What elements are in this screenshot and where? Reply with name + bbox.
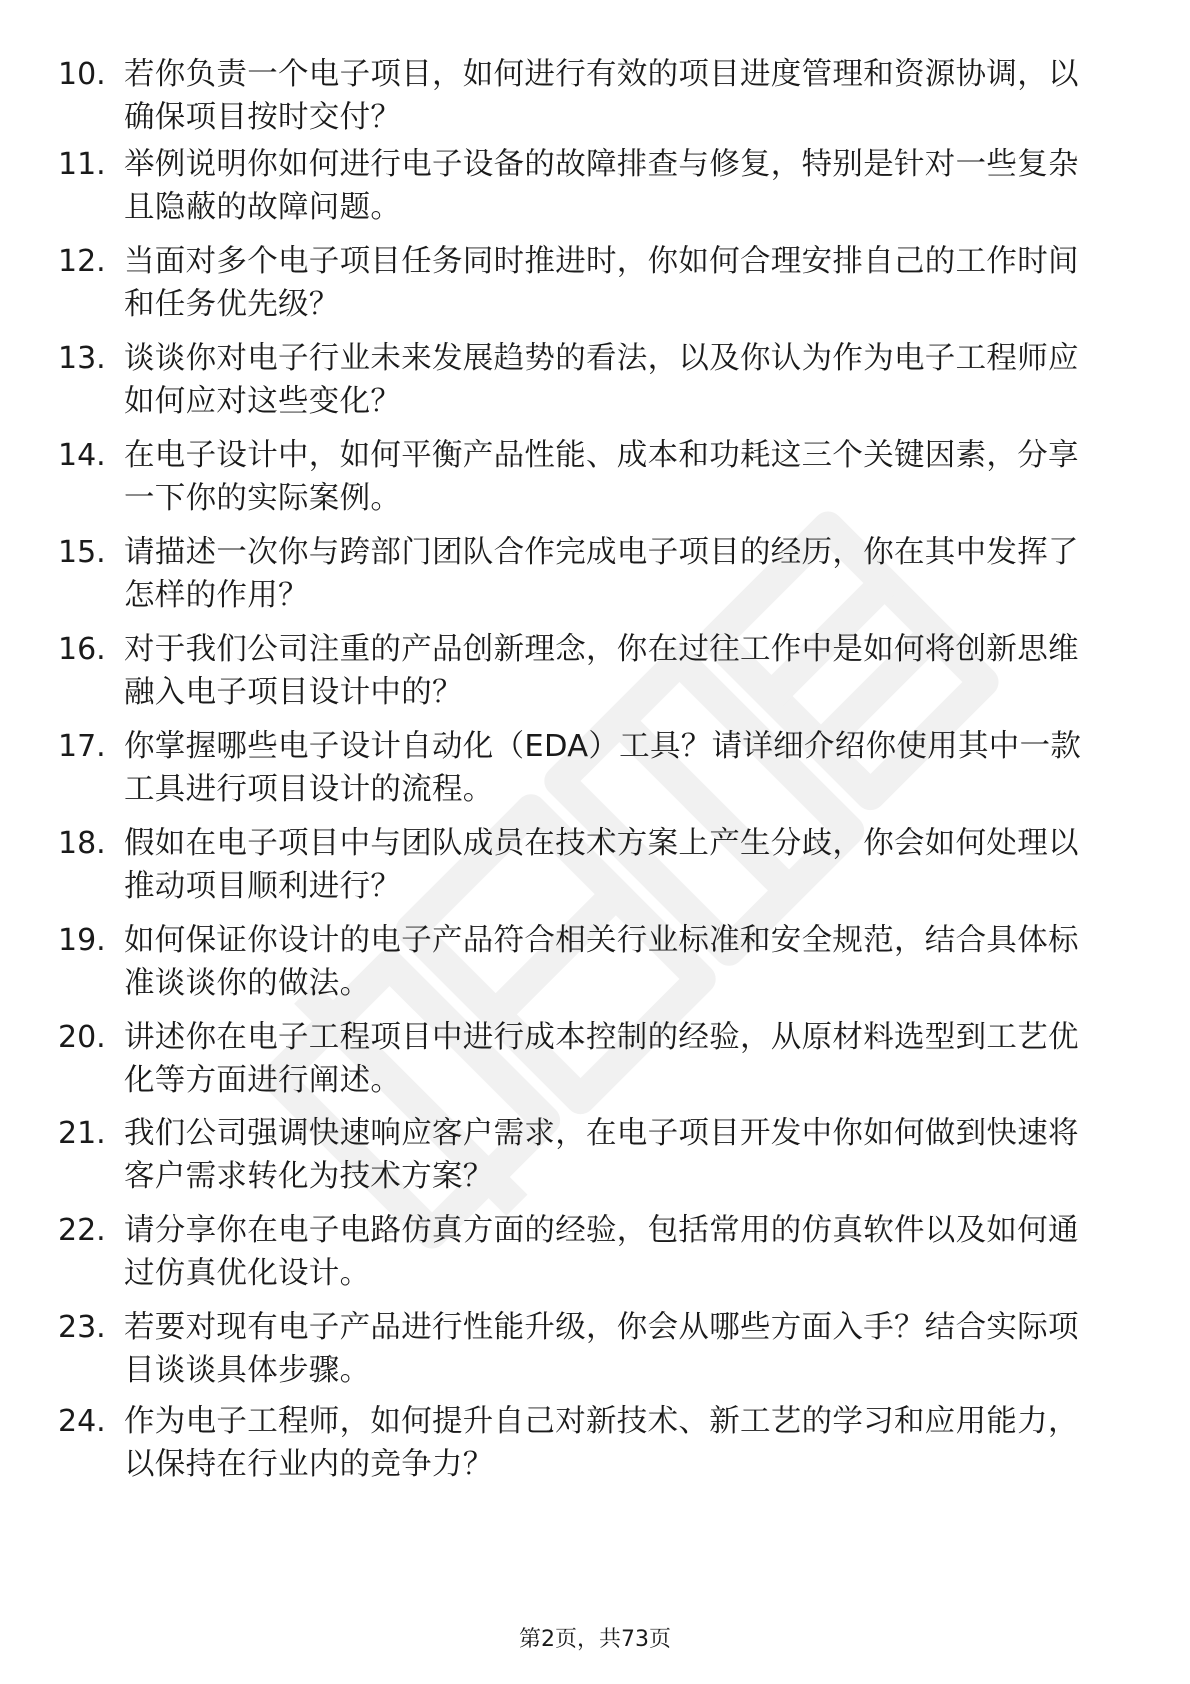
question-number: 13. <box>58 341 106 376</box>
question-number: 22. <box>58 1213 106 1248</box>
question-item <box>0 337 1190 423</box>
question-text: 举例说明你如何进行电子设备的故障排查与修复，特别是针对一些复杂且隐蔽的故障问题。 <box>124 147 1079 225</box>
question-item <box>0 531 1190 617</box>
question-number: 23. <box>58 1310 106 1345</box>
question-text: 作为电子工程师，如何提升自己对新技术、新工艺的学习和应用能力，以保持在行业内的竞争力？ <box>124 1404 1079 1482</box>
question-item <box>0 1209 1190 1295</box>
question-text: 你掌握哪些电子设计自动化（EDA）工具？请详细介绍你使用其中一款工具进行项目设计的流程。 <box>124 729 1082 807</box>
question-item <box>0 725 1190 811</box>
question-number: 21. <box>58 1116 106 1151</box>
question-text: 假如在电子项目中与团队成员在技术方案上产生分歧，你会如何处理以推动项目顺利进行？ <box>124 826 1079 904</box>
question-number: 18. <box>58 826 106 861</box>
question-item <box>0 628 1190 714</box>
question-text: 若你负责一个电子项目，如何进行有效的项目进度管理和资源协调，以确保项目按时交付？ <box>124 57 1079 135</box>
question-text: 请分享你在电子电路仿真方面的经验，包括常用的仿真软件以及如何通过仿真优化设计。 <box>124 1213 1079 1291</box>
question-text: 对于我们公司注重的产品创新理念，你在过往工作中是如何将创新思维融入电子项目设计中的？ <box>124 632 1079 710</box>
question-number: 12. <box>58 244 106 279</box>
question-number: 19. <box>58 923 106 958</box>
page-number: 第2页，共73页 <box>519 1627 671 1652</box>
question-text: 请描述一次你与跨部门团队合作完成电子项目的经历，你在其中发挥了怎样的作用？ <box>124 535 1079 613</box>
question-item <box>0 822 1190 908</box>
question-text: 若要对现有电子产品进行性能升级，你会从哪些方面入手？结合实际项目谈谈具体步骤。 <box>124 1310 1079 1388</box>
question-item <box>0 1112 1190 1198</box>
question-number: 14. <box>58 438 106 473</box>
question-number: 10. <box>58 57 106 92</box>
question-number: 17. <box>58 729 106 764</box>
question-item <box>0 143 1190 229</box>
question-number: 20. <box>58 1020 106 1055</box>
question-text: 当面对多个电子项目任务同时推进时，你如何合理安排自己的工作时间和任务优先级？ <box>124 244 1079 322</box>
question-text: 讲述你在电子工程项目中进行成本控制的经验，从原材料选型到工艺优化等方面进行阐述。 <box>124 1020 1079 1098</box>
question-number: 11. <box>58 147 106 182</box>
question-item <box>0 1306 1190 1392</box>
question-item <box>0 1400 1190 1486</box>
question-number: 16. <box>58 632 106 667</box>
question-text: 我们公司强调快速响应客户需求，在电子项目开发中你如何做到快速将客户需求转化为技术方案？ <box>124 1116 1079 1194</box>
question-item <box>0 240 1190 326</box>
question-item <box>0 53 1190 139</box>
question-text: 在电子设计中，如何平衡产品性能、成本和功耗这三个关键因素，分享一下你的实际案例。 <box>124 438 1079 516</box>
question-number: 24. <box>58 1404 106 1439</box>
question-item <box>0 919 1190 1005</box>
question-text: 如何保证你设计的电子产品符合相关行业标准和安全规范，结合具体标准谈谈你的做法。 <box>124 923 1079 1001</box>
question-item <box>0 434 1190 520</box>
question-item <box>0 1016 1190 1102</box>
question-number: 15. <box>58 535 106 570</box>
question-text: 谈谈你对电子行业未来发展趋势的看法，以及你认为作为电子工程师应如何应对这些变化？ <box>124 341 1079 419</box>
